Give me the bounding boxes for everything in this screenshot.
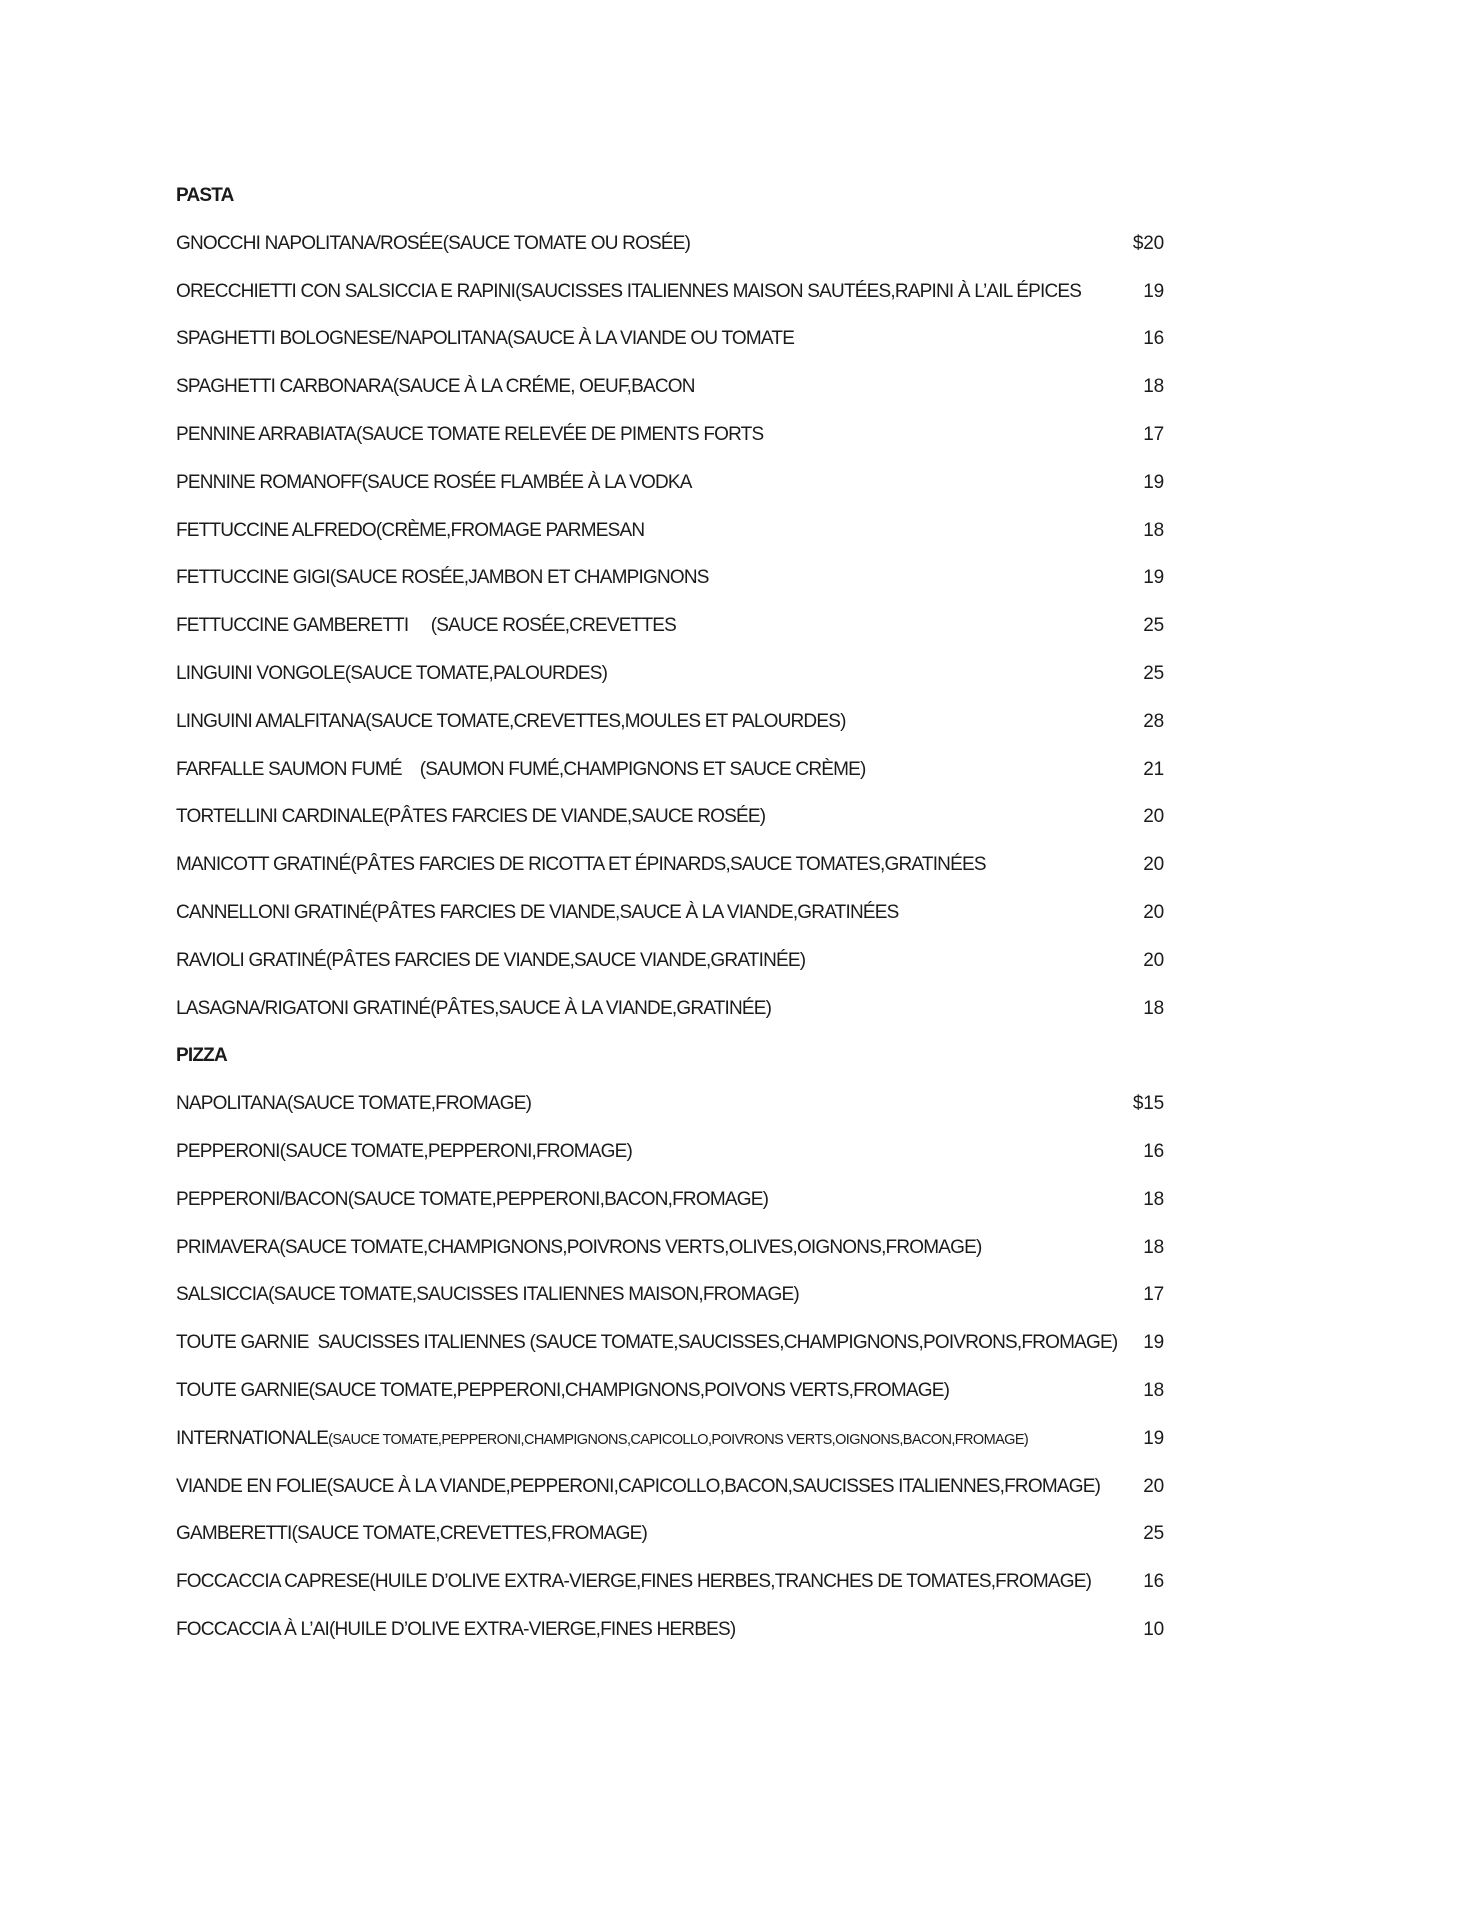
menu-item-text <box>176 985 771 1033</box>
item-description: (SAUCE TOMATE,SAUCISSES,CHAMPIGNONS,POIVRONS,FROMAGE) <box>529 1332 1118 1354</box>
item-description: (SAUCE ROSÉE,JAMBON ET CHAMPIGNONS <box>329 567 709 589</box>
menu-item-row <box>176 1463 1164 1511</box>
item-name: LINGUINI VONGOLE <box>176 662 345 684</box>
item-name: SALSICCIA <box>176 1284 269 1306</box>
item-description: (SAUCE TOMATE OU ROSÉE) <box>442 232 691 254</box>
item-name: FOCCACCIA À L’AI <box>176 1618 329 1640</box>
menu-item-text <box>176 841 986 889</box>
item-description: (HUILE D’OLIVE EXTRA-VIERGE,FINES HERBES,TRANCHES DE TOMATES,FROMAGE) <box>369 1571 1092 1593</box>
item-price: 10 <box>1143 1618 1164 1640</box>
menu-item-row <box>176 363 1164 411</box>
item-price: 18 <box>1143 1379 1164 1401</box>
menu-item-text <box>176 554 709 602</box>
item-name: FARFALLE SAUMON FUMÉ <box>176 758 402 780</box>
item-name: FETTUCCINE GAMBERETTI <box>176 615 409 637</box>
item-description: (PÂTES FARCIES DE VIANDE,SAUCE VIANDE,GRATINÉE) <box>325 949 806 971</box>
menu-item-text <box>176 1463 1100 1511</box>
menu-item-text <box>176 650 607 698</box>
item-description: (SAUCE TOMATE,PALOURDES) <box>344 662 608 684</box>
section-heading-row <box>176 1032 1164 1080</box>
item-description: (SAUCE TOMATE,PEPPERONI,FROMAGE) <box>279 1140 633 1162</box>
item-description: (SAUCE TOMATE,PEPPERONI,CHAMPIGNONS,POIVONS VERTS,FROMAGE) <box>308 1379 950 1401</box>
menu-item-text <box>176 698 846 746</box>
menu-item-text <box>176 507 644 555</box>
item-price: 16 <box>1143 1571 1164 1593</box>
item-description: (SAUCE TOMATE RELEVÉE DE PIMENTS FORTS <box>355 423 764 445</box>
item-description: (SAUCE ROSÉE,CREVETTES <box>408 615 677 637</box>
item-description: (SAUCE TOMATE,PEPPERONI,CHAMPIGNONS,CAPICOLLO,POIVRONS VERTS,OIGNONS,BACON,FROMAGE) <box>328 1431 1029 1448</box>
menu-item-text <box>176 1271 799 1319</box>
menu-item-row <box>176 602 1164 650</box>
item-description: (SAUCE TOMATE,CHAMPIGNONS,POIVRONS VERTS,OLIVES,OIGNONS,FROMAGE) <box>279 1236 982 1258</box>
item-price: 25 <box>1143 1523 1164 1545</box>
item-price: 18 <box>1143 997 1164 1019</box>
item-description: (PÂTES FARCIES DE VIANDE,SAUCE À LA VIANDE,GRATINÉES <box>371 901 899 923</box>
menu-item-text <box>176 1367 949 1415</box>
menu-item-row <box>176 315 1164 363</box>
item-price: 16 <box>1143 328 1164 350</box>
menu-item-text <box>176 1224 982 1272</box>
menu-item-row <box>176 1415 1164 1463</box>
menu-item-row <box>176 1367 1164 1415</box>
menu-item-text <box>176 746 866 794</box>
item-name: NAPOLITANA <box>176 1093 287 1115</box>
item-name: VIANDE EN FOLIE <box>176 1475 327 1497</box>
item-name: RAVIOLI GRATINÉ <box>176 949 326 971</box>
menu-item-row <box>176 459 1164 507</box>
menu-item-text <box>176 1606 735 1654</box>
menu-item-text <box>176 1319 1117 1367</box>
item-name: TOUTE GARNIE <box>176 1379 309 1401</box>
item-name: TOUTE GARNIE SAUCISSES ITALIENNES <box>176 1332 530 1354</box>
item-price: 18 <box>1143 1188 1164 1210</box>
item-price: 16 <box>1143 1140 1164 1162</box>
menu-item-row <box>176 985 1164 1033</box>
menu-item-text <box>176 268 1081 316</box>
menu-item-text <box>176 889 898 937</box>
item-name: CANNELLONI GRATINÉ <box>176 901 372 923</box>
item-name: MANICOTT GRATINÉ <box>176 854 351 876</box>
item-price: 19 <box>1143 471 1164 493</box>
menu-item-row <box>176 220 1164 268</box>
item-price: 20 <box>1143 806 1164 828</box>
item-price: $20 <box>1132 232 1164 254</box>
item-price: $15 <box>1132 1093 1164 1115</box>
menu-item-row <box>176 1128 1164 1176</box>
menu-item-text <box>176 793 765 841</box>
menu-item-row <box>176 1558 1164 1606</box>
menu-item-row <box>176 1176 1164 1224</box>
menu-item-text <box>176 1510 647 1558</box>
item-description: (SAUCE À LA VIANDE,PEPPERONI,CAPICOLLO,BACON,SAUCISSES ITALIENNES,FROMAGE) <box>326 1475 1101 1497</box>
item-price: 18 <box>1143 519 1164 541</box>
menu-item-text <box>176 937 805 985</box>
menu-item-row <box>176 1606 1164 1654</box>
item-name: ORECCHIETTI CON SALSICCIA E RAPINI <box>176 280 516 302</box>
menu-item-text <box>176 1558 1091 1606</box>
menu-item-row <box>176 889 1164 937</box>
item-price: 18 <box>1143 1236 1164 1258</box>
item-description: (SAUCISSES ITALIENNES MAISON SAUTÉES,RAPINI À L’AIL ÉPICES <box>515 280 1082 302</box>
item-name: LASAGNA/RIGATONI GRATINÉ <box>176 997 431 1019</box>
item-price: 25 <box>1143 662 1164 684</box>
item-name: SPAGHETTI BOLOGNESE/NAPOLITANA <box>176 328 508 350</box>
item-price: 21 <box>1143 758 1164 780</box>
item-description: (SAUCE TOMATE,CREVETTES,FROMAGE) <box>291 1523 648 1545</box>
item-description: (SAUCE TOMATE,FROMAGE) <box>286 1093 532 1115</box>
menu-item-row <box>176 1319 1164 1367</box>
item-price: 19 <box>1143 280 1164 302</box>
menu-item-row <box>176 841 1164 889</box>
item-price: 20 <box>1143 1475 1164 1497</box>
menu-item-row <box>176 1080 1164 1128</box>
menu-item-text <box>176 602 676 650</box>
item-description: (SAUCE TOMATE,SAUCISSES ITALIENNES MAISON,FROMAGE) <box>268 1284 799 1306</box>
menu-item-row <box>176 650 1164 698</box>
item-price: 25 <box>1143 615 1164 637</box>
item-price: 28 <box>1143 710 1164 732</box>
menu-item-row <box>176 937 1164 985</box>
item-description: (SAUCE À LA CRÉME, OEUF,BACON <box>392 376 695 398</box>
item-name: GAMBERETTI <box>176 1523 292 1545</box>
menu-item-row <box>176 1510 1164 1558</box>
item-description: (SAUCE TOMATE,PEPPERONI,BACON,FROMAGE) <box>347 1188 769 1210</box>
item-name: PEPPERONI/BACON <box>176 1188 348 1210</box>
item-price: 18 <box>1143 376 1164 398</box>
menu-item-text <box>176 315 794 363</box>
menu-item-text <box>176 1176 768 1224</box>
item-name: INTERNATIONALE <box>176 1427 329 1449</box>
item-description: (SAUMON FUMÉ,CHAMPIGNONS ET SAUCE CRÈME) <box>401 758 866 780</box>
menu-item-row <box>176 746 1164 794</box>
menu-item-text <box>176 1128 632 1176</box>
item-price: 20 <box>1143 949 1164 971</box>
item-price: 19 <box>1143 567 1164 589</box>
menu-item-text <box>176 1080 531 1128</box>
item-description: (PÂTES FARCIES DE VIANDE,SAUCE ROSÉE) <box>383 806 766 828</box>
menu-item-text <box>176 363 695 411</box>
item-description: (SAUCE TOMATE,CREVETTES,MOULES ET PALOURDES) <box>365 710 846 732</box>
menu-item-text <box>176 459 692 507</box>
item-description: (SAUCE ROSÉE FLAMBÉE À LA VODKA <box>361 471 692 493</box>
item-description: (HUILE D’OLIVE EXTRA-VIERGE,FINES HERBES) <box>328 1618 736 1640</box>
menu-item-row <box>176 507 1164 555</box>
item-description: (PÂTES,SAUCE À LA VIANDE,GRATINÉE) <box>430 997 772 1019</box>
item-price: 17 <box>1143 423 1164 445</box>
menu-item-text <box>176 411 763 459</box>
item-name: TORTELLINI CARDINALE <box>176 806 384 828</box>
item-name: FETTUCCINE GIGI <box>176 567 330 589</box>
menu-item-row <box>176 1224 1164 1272</box>
item-description: (PÂTES FARCIES DE RICOTTA ET ÉPINARDS,SAUCE TOMATES,GRATINÉES <box>350 854 986 876</box>
item-name: SPAGHETTI CARBONARA <box>176 376 393 398</box>
item-price: 20 <box>1143 901 1164 923</box>
item-name: PEPPERONI <box>176 1140 280 1162</box>
menu-item-row <box>176 793 1164 841</box>
section-heading-row <box>176 172 1164 220</box>
item-description: (SAUCE À LA VIANDE OU TOMATE <box>507 328 795 350</box>
menu-item-text <box>176 220 690 268</box>
item-name: FOCCACCIA CAPRESE <box>176 1571 370 1593</box>
menu-item-row <box>176 411 1164 459</box>
menu-item-text <box>176 1415 1028 1465</box>
item-name: GNOCCHI NAPOLITANA/ROSÉE <box>176 232 443 254</box>
section-title: PIZZA <box>176 1045 227 1067</box>
item-description: (CRÈME,FROMAGE PARMESAN <box>375 519 645 541</box>
section-title: PASTA <box>176 185 234 206</box>
menu-item-row <box>176 1271 1164 1319</box>
item-price: 20 <box>1143 854 1164 876</box>
item-name: PENNINE ARRABIATA <box>176 423 356 445</box>
menu-item-row <box>176 268 1164 316</box>
item-name: LINGUINI AMALFITANA <box>176 710 366 732</box>
item-name: FETTUCCINE ALFREDO <box>176 519 376 541</box>
item-price: 19 <box>1143 1427 1164 1449</box>
item-name: PRIMAVERA <box>176 1236 280 1258</box>
item-price: 17 <box>1143 1284 1164 1306</box>
menu-item-row <box>176 554 1164 602</box>
item-name: PENNINE ROMANOFF <box>176 471 362 493</box>
menu-content <box>176 172 1164 1654</box>
item-price: 19 <box>1143 1332 1164 1354</box>
menu-item-row <box>176 698 1164 746</box>
